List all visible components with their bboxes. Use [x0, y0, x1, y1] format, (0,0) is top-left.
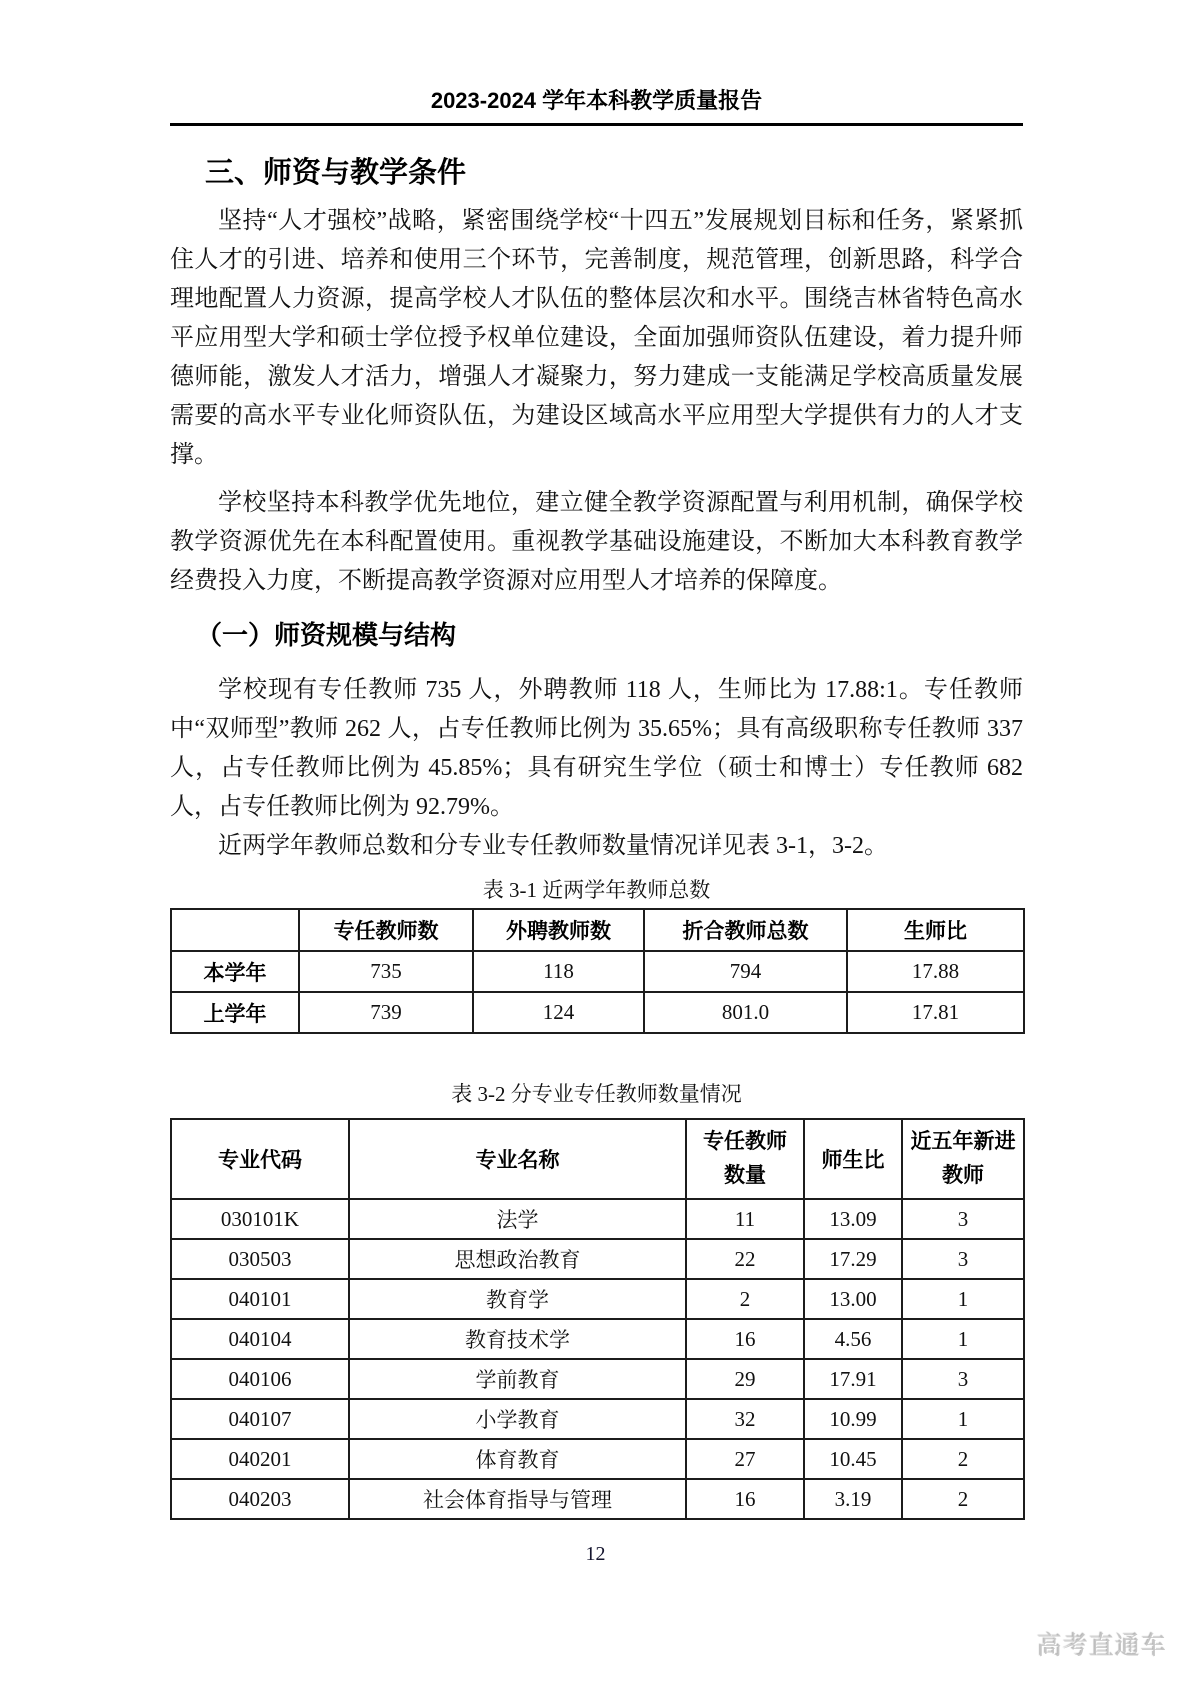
cell: 030101K	[171, 1199, 349, 1239]
column-header	[902, 1119, 1024, 1199]
cell: 2	[686, 1279, 804, 1319]
table-row	[171, 1399, 1024, 1439]
table-row	[171, 1279, 1024, 1319]
cell: 2	[902, 1439, 1024, 1479]
column-header: 专业名称	[349, 1119, 686, 1199]
cell: 3	[902, 1199, 1024, 1239]
cell: 735	[299, 951, 473, 992]
cell: 030503	[171, 1239, 349, 1279]
cell: 040106	[171, 1359, 349, 1399]
cell: 社会体育指导与管理	[349, 1479, 686, 1519]
cell: 17.81	[847, 992, 1024, 1033]
table-header-row	[171, 1119, 1024, 1199]
cell: 法学	[349, 1199, 686, 1239]
cell: 739	[299, 992, 473, 1033]
column-header	[171, 909, 299, 951]
cell: 040104	[171, 1319, 349, 1359]
cell: 27	[686, 1439, 804, 1479]
section-paragraph-2: 学校坚持本科教学优先地位，建立健全教学资源配置与利用机制，确保学校教学资源优先在本科配置使用。重视教学基础设施建设，不断加大本科教育教学经费投入力度，不断提高教学资源对应用型人才培养的保障度。	[170, 490, 1023, 594]
cell: 040203	[171, 1479, 349, 1519]
cell: 3	[902, 1359, 1024, 1399]
cell: 教育学	[349, 1279, 686, 1319]
cell: 118	[473, 951, 644, 992]
column-header-text: 专任教师数量	[703, 1130, 787, 1187]
table-row	[171, 1359, 1024, 1399]
column-header: 专任教师数	[299, 909, 473, 951]
cell: 13.09	[804, 1199, 902, 1239]
table-header-row	[171, 909, 1024, 951]
table-row	[171, 1439, 1024, 1479]
cell: 040107	[171, 1399, 349, 1439]
section-title: 三、师资与教学条件	[205, 157, 467, 189]
table-row	[171, 1239, 1024, 1279]
cell: 794	[644, 951, 847, 992]
table-row	[171, 1319, 1024, 1359]
cell: 32	[686, 1399, 804, 1439]
column-header: 折合教师总数	[644, 909, 847, 951]
table-row	[171, 992, 1024, 1033]
cell: 教育技术学	[349, 1319, 686, 1359]
cell: 17.88	[847, 951, 1024, 992]
column-header-text: 近五年新进教师	[910, 1130, 1016, 1187]
row-header: 本学年	[171, 951, 299, 992]
section-paragraph-1: 坚持“人才强校”战略，紧密围绕学校“十四五”发展规划目标和任务，紧紧抓住人才的引进、培养和使用三个环节，完善制度，规范管理，创新思路，科学合理地配置人力资源，提高学校人才队伍的整体层次和水平。围绕吉林省特色高水平应用型大学和硕士学位授予权单位建设，全面加强师资队伍建设，着力提升师德师能，激发人才活力，增强人才凝聚力，努力建成一支能满足学校高质量发展需要的高水平专业化师资队伍，为建设区域高水平应用型大学提供有力的人才支撑。	[170, 208, 1023, 468]
cell: 3.19	[804, 1479, 902, 1519]
cell: 学前教育	[349, 1359, 686, 1399]
column-header: 专业代码	[171, 1119, 349, 1199]
cell: 16	[686, 1319, 804, 1359]
cell: 3	[902, 1239, 1024, 1279]
cell: 10.99	[804, 1399, 902, 1439]
subsection-title: （一）师资规模与结构	[196, 620, 457, 650]
cell: 29	[686, 1359, 804, 1399]
cell: 13.00	[804, 1279, 902, 1319]
cell: 1	[902, 1319, 1024, 1359]
cell: 124	[473, 992, 644, 1033]
cell: 16	[686, 1479, 804, 1519]
cell: 801.0	[644, 992, 847, 1033]
table-row	[171, 1199, 1024, 1239]
subsection-paragraph-1: 学校现有专任教师 735 人，外聘教师 118 人，生师比为 17.88:1。专任教师中“双师型”教师 262 人，占专任教师比例为 35.65%；具有高级职称专任教师 337 人，占专任教师比例为 45.85%；具有研究生学位（硕士和博士）专任教师 682 人，占专任教师比例为 92.79%。	[170, 677, 1023, 820]
watermark: 高考直通车	[1036, 1632, 1167, 1660]
page-number: 12	[585, 1543, 606, 1565]
cell: 10.45	[804, 1439, 902, 1479]
row-header: 上学年	[171, 992, 299, 1033]
document-header-title: 2023-2024 学年本科教学质量报告	[430, 88, 763, 113]
column-header: 生师比	[847, 909, 1024, 951]
cell: 11	[686, 1199, 804, 1239]
column-header	[686, 1119, 804, 1199]
table-row	[171, 1479, 1024, 1519]
table-3-2-caption: 表 3-2 分专业专任教师数量情况	[451, 1082, 742, 1106]
cell: 1	[902, 1399, 1024, 1439]
table-3-1-caption: 表 3-1 近两学年教师总数	[482, 878, 711, 902]
table-row	[171, 951, 1024, 992]
table-3-1	[170, 908, 1025, 1034]
cell: 22	[686, 1239, 804, 1279]
cell: 小学教育	[349, 1399, 686, 1439]
column-header: 师生比	[804, 1119, 902, 1199]
cell: 思想政治教育	[349, 1239, 686, 1279]
cell: 体育教育	[349, 1439, 686, 1479]
cell: 17.91	[804, 1359, 902, 1399]
cell: 040101	[171, 1279, 349, 1319]
cell: 4.56	[804, 1319, 902, 1359]
cell: 2	[902, 1479, 1024, 1519]
subsection-paragraph-2: 近两学年教师总数和分专业专任教师数量情况详见表 3-1，3-2。	[218, 833, 888, 859]
column-header: 外聘教师数	[473, 909, 644, 951]
cell: 1	[902, 1279, 1024, 1319]
header-divider	[170, 123, 1023, 126]
cell: 17.29	[804, 1239, 902, 1279]
table-3-2	[170, 1118, 1025, 1520]
cell: 040201	[171, 1439, 349, 1479]
